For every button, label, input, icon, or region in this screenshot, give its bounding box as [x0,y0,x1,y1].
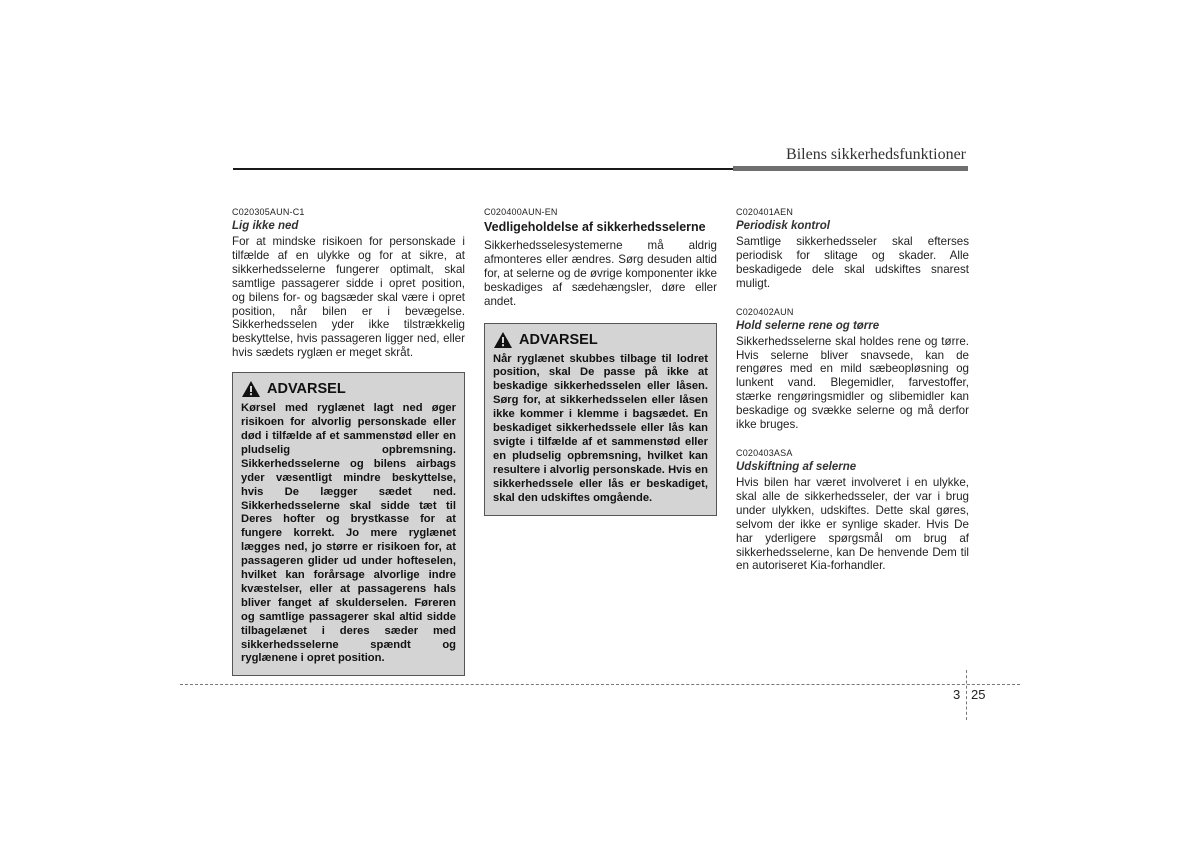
footer-rule [180,684,1020,685]
section-subheading: Lig ikke ned [232,220,299,232]
warning-title: ADVARSEL [519,331,598,348]
column-3 [736,207,969,573]
section-subheading: Udskiftning af selerne [736,460,857,473]
warning-header [493,331,708,349]
column-2 [484,207,717,516]
warning-title: ADVARSEL [267,381,346,398]
header-rule-accent [733,166,968,171]
section-subheading: Periodisk kontrol [736,220,830,232]
footer-divider [966,670,967,720]
running-header: Bilens sikkerhedsfunktioner [786,146,966,163]
warning-triangle-icon [241,380,261,398]
section-body: Sikkerhedsselerne skal holdes rene og tørre. Hvis selerne bliver snavsede, kan de rengøres med en mild sæbeopløsning og lunkent vand. Blegemidler, farvestoffer, stærke rengøringsmidler og slibemidler kan beskadige og svække selerne og må derfor ikke bruges. [736,334,969,432]
section-title: Vedligeholdelse af sikkerhedsselerne [484,220,706,234]
section-code: C020403ASA [736,447,793,458]
chapter-number: 3 [953,687,961,702]
warning-box [484,323,717,516]
column-1 [232,207,465,676]
section-code: C020402AUN [736,306,794,317]
section-code: C020400AUN-EN [484,207,558,217]
warning-triangle-icon [493,331,513,349]
section-body: For at mindske risikoen for personskade i tilfælde af en ulykke og for at sikre, at sikkerhedsselerne fungerer optimalt, skal samtlige passagerer sidde i opret position, og bilens for- og bagsæder skal være i opret position, når bilen er i bevægelse. Sikkerhedsselen yder ikke tilstrækkelig beskyttelse, hvis passageren ligger ned, eller hvis sædets ryglæn er meget skråt. [232,235,465,360]
section-body: Samtlige sikkerhedsseler skal efterses periodisk for slitage og skader. Alle beskadigede dele skal udskiftes snarest muligt. [736,235,969,290]
warning-text: Når ryglænet skubbes tilbage til lodret position, skal De passe på ikke at beskadige sikkerhedsselen eller låsen. Sørg for, at sikkerhedsselen eller låsen ikke kommer i klemme i bagsædet. En beskadiget sikkerhedssele eller lås kan svigte i tilfælde af et sammenstød eller en pludselig opbremsning, hvilket kan resultere i alvorlig personskade. Hvis en sikkerhedssele eller lås er beskadiget, skal den udskiftes omgående. [493,352,708,504]
section-subheading: Hold selerne rene og tørre [736,319,880,332]
section-code: C020401AEN [736,207,794,217]
section-code: C020305AUN-C1 [232,207,305,217]
section-body: Hvis bilen har været involveret i en ulykke, skal alle de sikkerhedsseler, der var i brug under ulykken, udskiftes. Dette skal gøres, selvom der ikke er synlige skader. Hvis De har yderligere spørgsmål om brug af sikkerhedsselerne, kan De henvende Dem til en autoriseret Kia-forhandler. [736,475,969,573]
warning-box [232,372,465,676]
page-number: 25 [971,687,986,702]
section-body: Sikkerhedsselesystemerne må aldrig afmonteres eller ændres. Sørg desuden altid for, at selerne og de øvrige komponenter ikke beskadiges af sædehængsler, døre eller andet. [484,239,717,308]
warning-text: Kørsel med ryglænet lagt ned øger risikoen for alvorlig personskade eller død i tilfælde af et sammenstød eller en pludselig opbremsning. Sikkerhedsselerne og bilens airbags yder væsentligt mindre beskyttelse, hvis De lægger sædet ned. Sikkerhedsselerne skal sidde tæt til Deres hofter og brystkasse for at fungere korrekt. Jo mere ryglænet lægges ned, jo større er risikoen for, at passageren glider ud under hofteselen, hvilket kan forårsage alvorlige indre kvæstelser, eller at passagerens hals bliver fanget af skulderselen. Føreren og samtlige passagerer skal altid sidde tilbagelænet i deres sæder med sikkerhedsselerne spændt og ryglænene i opret position. [241,402,456,665]
warning-header [241,380,456,398]
